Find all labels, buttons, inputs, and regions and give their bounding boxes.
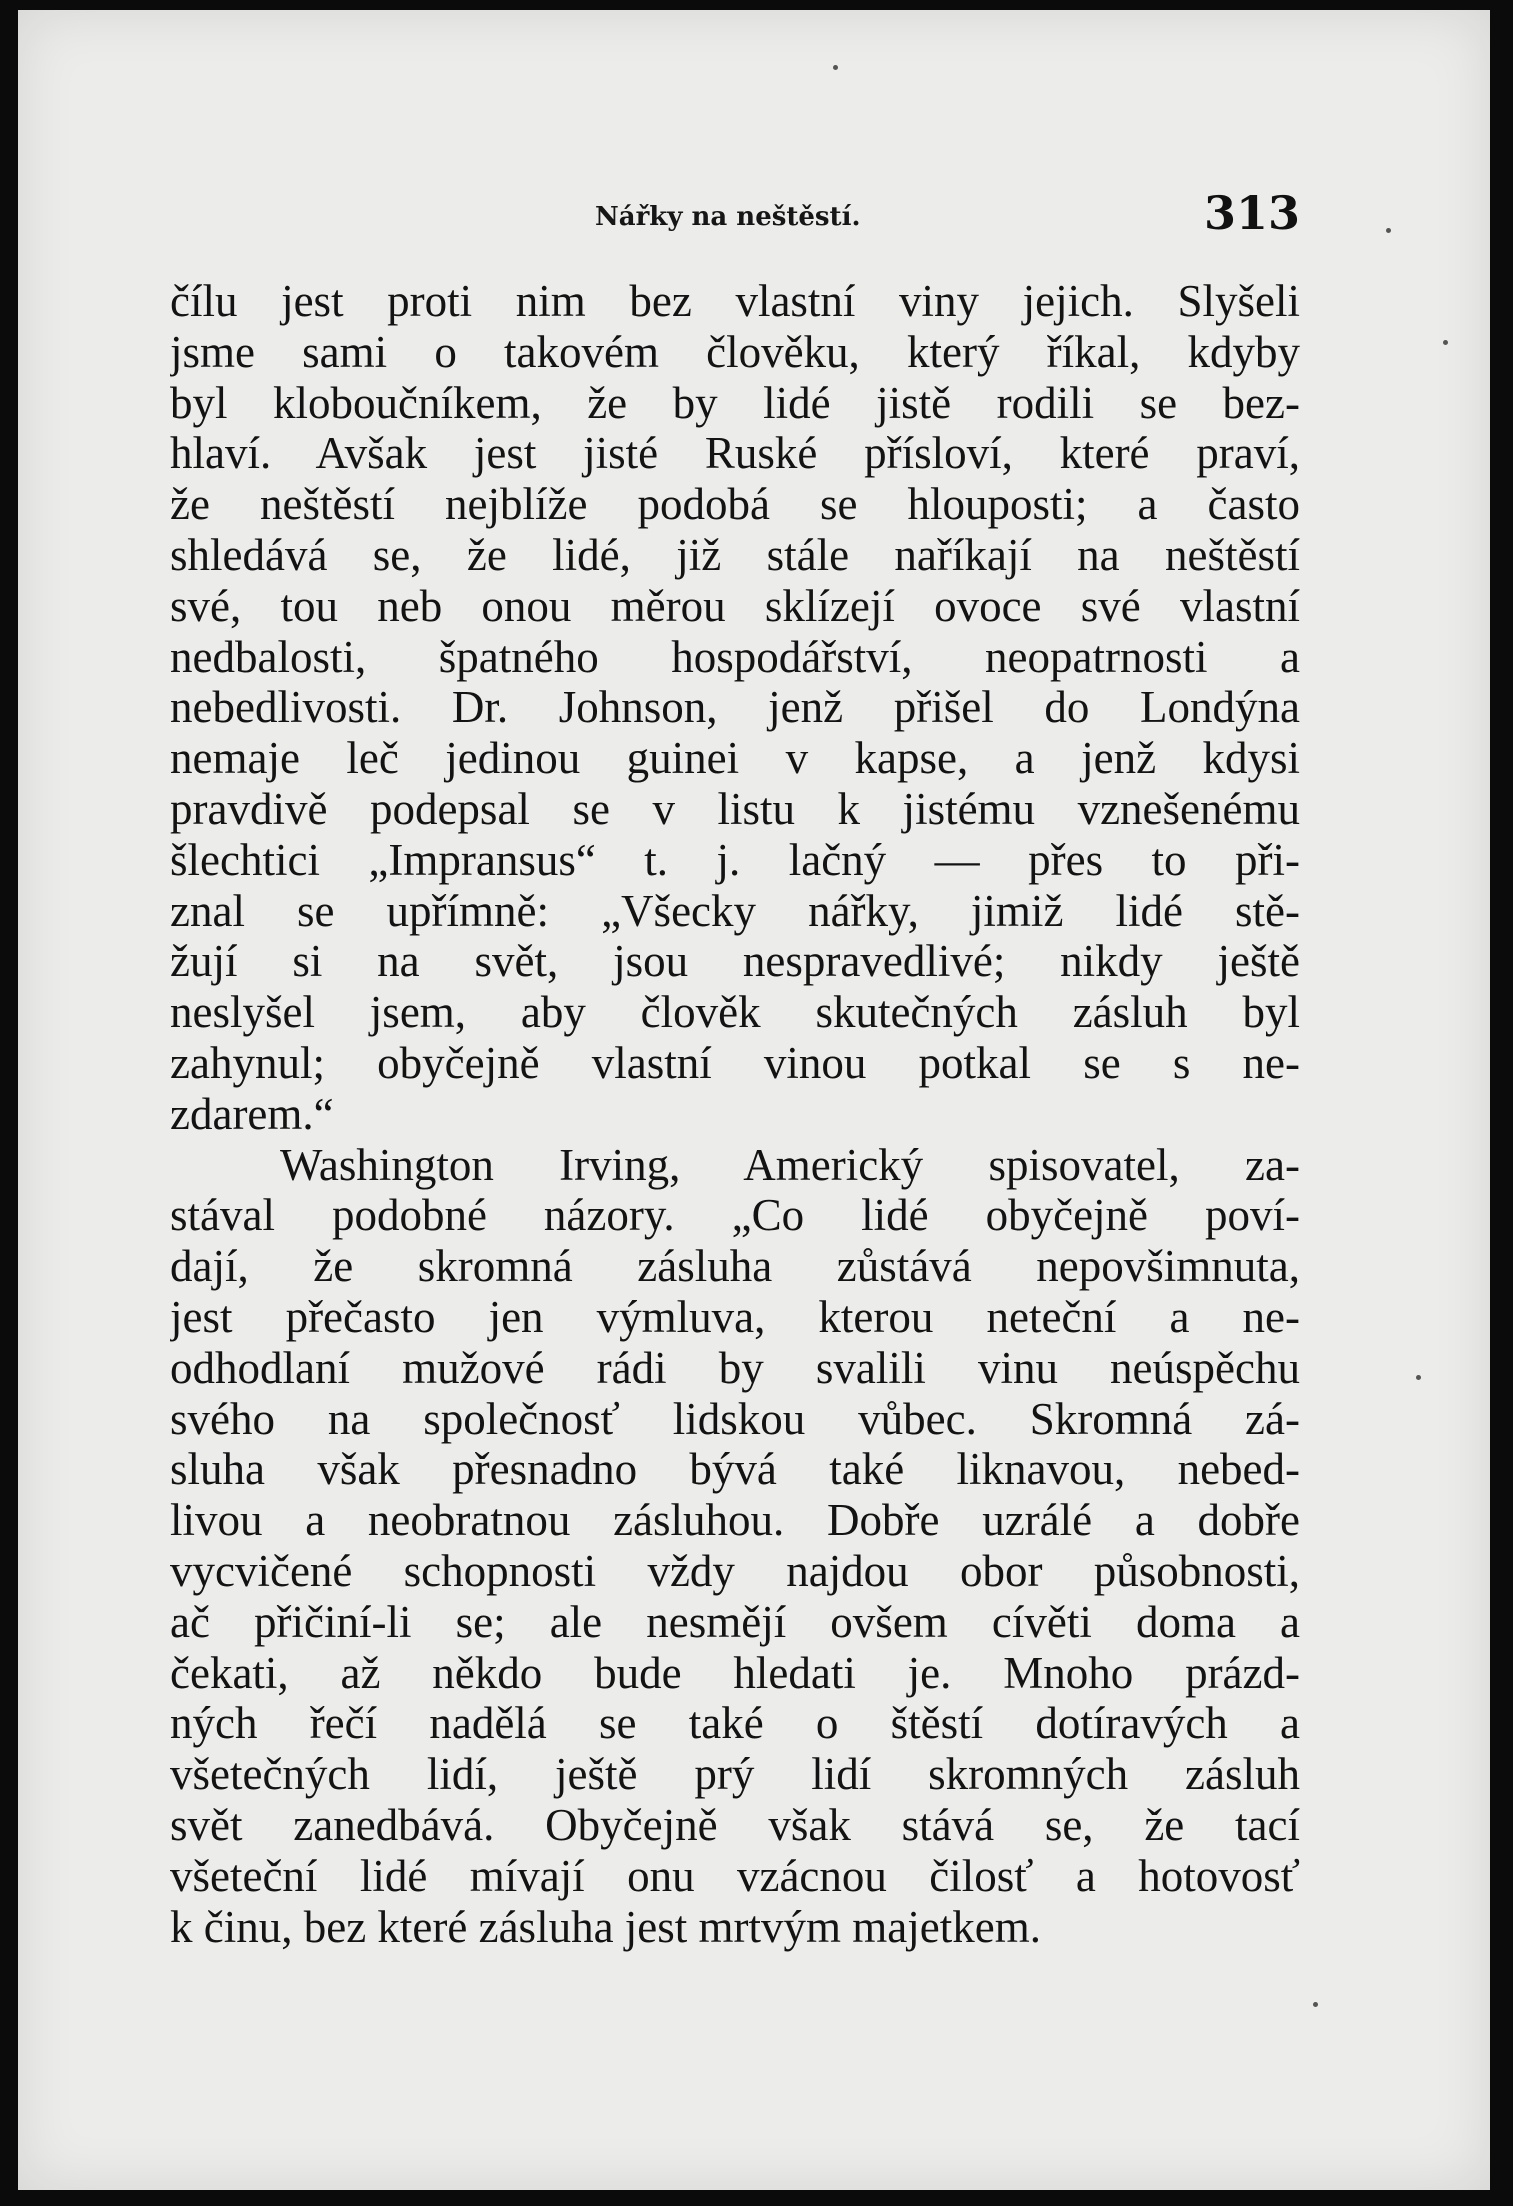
print-speck — [1443, 340, 1448, 345]
text-line: čekati, až někdo bude hledati je. Mnoho prázd- — [170, 1647, 1300, 1698]
text-line: zahynul; obyčejně vlastní vinou potkal se s ne- — [170, 1037, 1300, 1088]
text-line: odhodlaní mužové rádi by svalili vinu neúspěchu — [170, 1342, 1300, 1393]
text-line: všeteční lidé mívají onu vzácnou čilosť a hotovosť — [170, 1850, 1300, 1901]
text-line: žují si na svět, jsou nespravedlivé; nikdy ještě — [170, 936, 1300, 987]
text-line: šlechtici „Impransus“ t. j. lačný — přes to při- — [170, 834, 1300, 885]
text-line: jsme sami o takovém člověku, který říkal, kdyby — [170, 326, 1300, 377]
text-line: hlaví. Avšak jest jisté Ruské přísloví, které praví, — [170, 428, 1300, 479]
paragraph-end-line: k činu, bez které zásluha jest mrtvým majetkem. — [170, 1901, 1041, 1952]
print-speck — [1386, 228, 1391, 233]
body-text — [170, 276, 1300, 1952]
text-line: své, tou neb onou měrou sklízejí ovoce své vlastní — [170, 580, 1300, 631]
text-line: vycvičené schopnosti vždy najdou obor působnosti, — [170, 1545, 1300, 1596]
text-line: nemaje leč jedinou guinei v kapse, a jenž kdysi — [170, 733, 1300, 784]
print-speck — [1416, 1375, 1421, 1380]
text-line: byl kloboučníkem, že by lidé jistě rodili se bez- — [170, 377, 1300, 428]
text-line: pravdivě podepsal se v listu k jistému vznešenému — [170, 783, 1300, 834]
text-line: jest přečasto jen výmluva, kterou neteční a ne- — [170, 1291, 1300, 1342]
print-speck — [1313, 2002, 1318, 2007]
text-line: neslyšel jsem, aby člověk skutečných zásluh byl — [170, 987, 1300, 1038]
text-line: sluha však přesnadno bývá také liknavou, nebed- — [170, 1444, 1300, 1495]
text-line: ač přičiní-li se; ale nesmějí ovšem cívěti doma a — [170, 1596, 1300, 1647]
text-line: stával podobné názory. „Co lidé obyčejně poví- — [170, 1190, 1300, 1241]
text-line: ných řečí nadělá se také o štěstí dotíravých a — [170, 1698, 1300, 1749]
print-speck — [833, 65, 838, 70]
text-line: shledává se, že lidé, již stále naříkají na neštěstí — [170, 529, 1300, 580]
page-header — [170, 186, 1300, 256]
text-line: nedbalosti, špatného hospodářství, neopatrnosti a — [170, 631, 1300, 682]
paragraph-start-line: Washington Irving, Americký spisovatel, za- — [280, 1139, 1300, 1190]
running-title: Nářky na neštěstí. — [595, 202, 861, 232]
text-line: čílu jest proti nim bez vlastní viny jejich. Slyšeli — [170, 276, 1300, 326]
text-line: svého na společnosť lidskou vůbec. Skromná zá- — [170, 1393, 1300, 1444]
text-line: že neštěstí nejblíže podobá se hlouposti; a často — [170, 479, 1300, 530]
text-line: dají, že skromná zásluha zůstává nepovšimnuta, — [170, 1241, 1300, 1292]
page-number: 313 — [1203, 186, 1300, 240]
text-line: znal se upřímně: „Všecky nářky, jimiž lidé stě- — [170, 885, 1300, 936]
text-line: livou a neobratnou zásluhou. Dobře uzrálé a dobře — [170, 1495, 1300, 1546]
paragraph-end-line: zdarem.“ — [170, 1088, 334, 1139]
text-line: všetečných lidí, ještě prý lidí skromných zásluh — [170, 1749, 1300, 1800]
text-line: svět zanedbává. Obyčejně však stává se, že tací — [170, 1799, 1300, 1850]
text-line: nebedlivosti. Dr. Johnson, jenž přišel do Londýna — [170, 682, 1300, 733]
book-page — [18, 10, 1490, 2190]
